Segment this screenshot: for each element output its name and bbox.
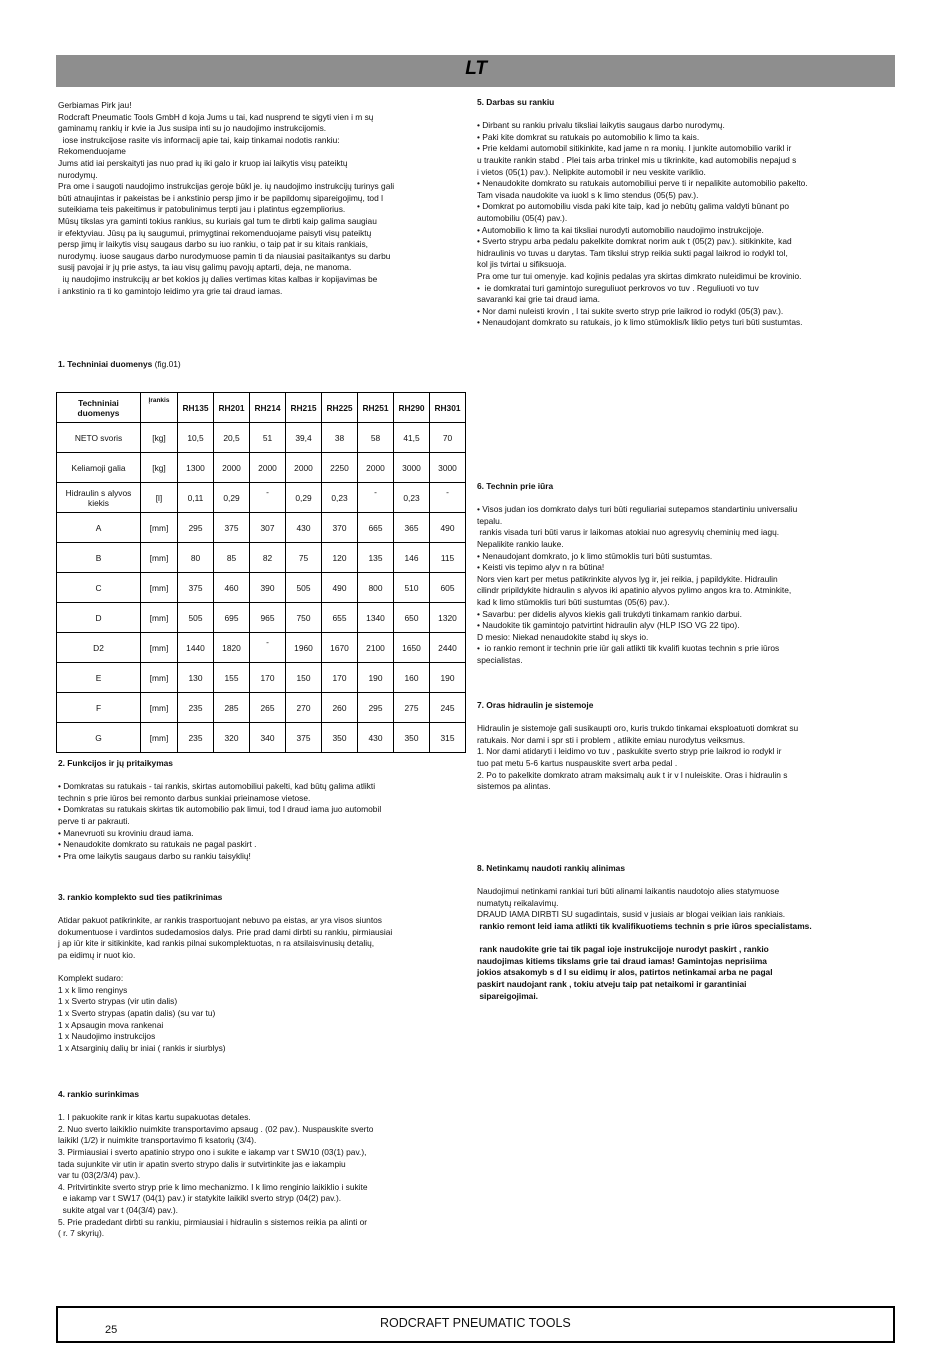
language-header-bar bbox=[56, 55, 895, 87]
section-6-line: Nors vien kart per metus patikrinkite alyvos lyg ir, jei reikia, j papildykite. Hidraulin bbox=[477, 573, 778, 584]
intro-text bbox=[58, 100, 468, 297]
table-cell: 0,23 bbox=[394, 483, 430, 513]
section-5-line: Pra ome tur tui omenyje. kad kojinis pedalas yra skirtas dimkrato nuleidimui be krovinio. bbox=[477, 270, 802, 281]
footer-brand: RODCRAFT PNEUMATIC TOOLS bbox=[380, 1316, 571, 1330]
intro-line: Mūsų tikslas yra gaminti tokius rankius, su kuriais gal tum te dirbti kaip galima saugiau bbox=[58, 215, 377, 226]
header-label-line: duomenys bbox=[77, 407, 120, 418]
table-cell: 490 bbox=[430, 513, 466, 543]
section-5-line: savaranki kai grie tai draud iama. bbox=[477, 294, 600, 305]
table-cell: 295 bbox=[178, 513, 214, 543]
table-cell: 190 bbox=[358, 663, 394, 693]
section-6-line: • Nenaudojant domkrato, jo k limo stūmoklis turi būti sustumtas. bbox=[477, 550, 713, 561]
table-cell: 58 bbox=[358, 423, 394, 453]
section-4-line: 1. I pakuokite rank ir kitas kartu supakuotas detales. bbox=[58, 1112, 251, 1123]
section-6-line: Nepalikite rankio lauke. bbox=[477, 538, 564, 549]
section-8-bold-line: jokios atsakomyb s d l su eidimų ir alos, patirtos netinkamai arba ne pagal bbox=[477, 967, 773, 978]
row-label: NETO svoris bbox=[57, 423, 141, 453]
section-6-line: rankis visada turi būti varus ir laikomas atokiai nuo agresyvių cheminių med iagų. bbox=[477, 527, 780, 538]
section-6-line: • Savarbu: per didelis alyvos kiekis gali trukdyti tinkamam rankio darbui. bbox=[477, 608, 742, 619]
row-label: F bbox=[57, 693, 141, 723]
row-unit: [mm] bbox=[141, 543, 178, 573]
table-row bbox=[57, 603, 466, 633]
table-cell: 120 bbox=[322, 543, 358, 573]
kit-contents-line: 1 x Sverto strypas (apatin dalis) (su var tu) bbox=[58, 1007, 216, 1018]
row-label: D bbox=[57, 603, 141, 633]
kit-contents-line: Komplekt sudaro: bbox=[58, 973, 124, 984]
section-5-line: Tam visada naudokite va iuokl s k limo stendus (05(5) pav.). bbox=[477, 189, 699, 200]
section-7-title: 7. Oras hidraulin je sistemoje bbox=[477, 700, 594, 710]
table-cell: 430 bbox=[286, 513, 322, 543]
section-6-line: specialistas. bbox=[477, 654, 523, 665]
table-cell: 695 bbox=[214, 603, 250, 633]
table-cell: 655 bbox=[322, 603, 358, 633]
section-6-title: 6. Technin prie iūra bbox=[477, 481, 554, 491]
section-4-title: 4. rankio surinkimas bbox=[58, 1089, 139, 1099]
table-cell: 350 bbox=[394, 723, 430, 753]
section-4-line: laikikl (1/2) ir nuimkite transportavimo fi ksatorių (3/4). bbox=[58, 1135, 257, 1146]
header-cell-model: RH201 bbox=[214, 393, 250, 423]
section-5-line: u traukite rankin stabd . Plei tais arba trinkel mis u tikrinkite, kad automobilis nepajud s bbox=[477, 154, 797, 165]
row-label: G bbox=[57, 723, 141, 753]
section-1-fig-ref: (fig.01) bbox=[152, 359, 181, 369]
table-cell: 350 bbox=[322, 723, 358, 753]
section-5-title: 5. Darbas su rankiu bbox=[477, 97, 555, 107]
table-cell: 307 bbox=[250, 513, 286, 543]
table-cell: 70 bbox=[430, 423, 466, 453]
section-5-line: • Domkrat po automobiliu visda paki kite taip, kad jo nebūtų galima valdyti būnant po bbox=[477, 201, 790, 212]
row-unit: [mm] bbox=[141, 573, 178, 603]
table-cell: 510 bbox=[394, 573, 430, 603]
page-footer bbox=[56, 1306, 895, 1343]
table-cell: 270 bbox=[286, 693, 322, 723]
intro-line: Rodcraft Pneumatic Tools GmbH d koja Jums u tai, kad nusprend te sigyti vien i m sų bbox=[58, 111, 374, 122]
header-cell-label bbox=[57, 393, 141, 423]
table-cell: 375 bbox=[286, 723, 322, 753]
section-2 bbox=[58, 758, 468, 862]
row-label: C bbox=[57, 573, 141, 603]
section-2-line: • Pra ome laikytis saugaus darbo su rankiu taisyklių! bbox=[58, 850, 251, 861]
section-6-line: kad k limo stūmoklis turi būti sustumtas (05(6) pav.). bbox=[477, 596, 670, 607]
section-3-line: Atidar pakuot patikrinkite, ar rankis trasportuojant nebuvo pa eistas, ar yra visos siuntos bbox=[58, 915, 382, 926]
row-label: Hidraulin s alyvos kiekis bbox=[57, 483, 141, 513]
row-unit: [mm] bbox=[141, 723, 178, 753]
table-cell: 0,29 bbox=[286, 483, 322, 513]
table-cell: 1320 bbox=[430, 603, 466, 633]
section-8-bold-line: sipareigojimai. bbox=[477, 990, 538, 1001]
section-3 bbox=[58, 892, 468, 1054]
section-1-title: 1. Techniniai duomenys bbox=[58, 359, 153, 369]
table-cell: 460 bbox=[214, 573, 250, 603]
page-number: 25 bbox=[105, 1324, 118, 1336]
table-cell: 160 bbox=[394, 663, 430, 693]
table-cell: 245 bbox=[430, 693, 466, 723]
section-8 bbox=[477, 863, 895, 1002]
section-4-line: tada sujunkite vir utin ir apatin sverto strypo dalis ir sutvirtinkite jas e iakampiu bbox=[58, 1158, 346, 1169]
table-cell: - bbox=[250, 633, 286, 663]
row-unit: [kg] bbox=[141, 423, 178, 453]
section-5-line: automobiliu (05(4) pav.). bbox=[477, 212, 568, 223]
table-cell: 365 bbox=[394, 513, 430, 543]
section-6-line: • Naudokite tik gamintojo patvirtint hidraulin alyv (HLP ISO VG 22 tipo). bbox=[477, 620, 740, 631]
row-unit: [kg] bbox=[141, 453, 178, 483]
section-6-line: • Visos judan ios domkrato dalys turi būti reguliariai sutepamos standartiniu universaliu bbox=[477, 504, 798, 515]
section-4-line: 5. Prie pradedant dirbti su rankiu, pirmiausiai i hidraulin s sistemos reikia pa alinti or bbox=[58, 1216, 368, 1227]
row-unit: [mm] bbox=[141, 633, 178, 663]
table-cell: 665 bbox=[358, 513, 394, 543]
section-5-line: i vietos (05(1) pav.). Nelipkite automobil ir neu veskite variklio. bbox=[477, 166, 706, 177]
table-cell: 375 bbox=[214, 513, 250, 543]
section-5-line: • Prie keldami automobil sitikinkite, kad jame n ra monių. I junkite automobilio varikl ir bbox=[477, 143, 792, 154]
section-1-heading bbox=[58, 359, 468, 371]
table-cell: 82 bbox=[250, 543, 286, 573]
kit-contents-line: 1 x Naudojimo instrukcijos bbox=[58, 1031, 156, 1042]
table-cell: 130 bbox=[178, 663, 214, 693]
table-cell: - bbox=[430, 483, 466, 513]
section-2-line: • Domkratas su ratukais - tai rankis, skirtas automobiliui pakelti, kad būtų galima atlikti bbox=[58, 781, 376, 792]
intro-line: būti atnaujintas ir pakeistas be i ankstinio persp jimo ir be papildomų sipareigojimų, tod l bbox=[58, 192, 383, 203]
section-4-line: ( r. 7 skyrių). bbox=[58, 1228, 105, 1239]
header-cell-unit: Įrankis bbox=[141, 393, 178, 423]
section-4-line: sukite atgal var t (04(3/4) pav.). bbox=[58, 1204, 178, 1215]
row-unit: [mm] bbox=[141, 693, 178, 723]
section-4 bbox=[58, 1089, 468, 1240]
row-unit: [l] bbox=[141, 483, 178, 513]
intro-line: Gerbiamas Pirk jau! bbox=[58, 100, 132, 110]
section-3-line: j ap iūr kite ir sitikinkite, kad rankis pilnai sukomplektuotas, n ra atsilaisvinusių detalių, bbox=[58, 938, 375, 949]
table-cell: 490 bbox=[322, 573, 358, 603]
table-cell: 155 bbox=[214, 663, 250, 693]
table-row bbox=[57, 693, 466, 723]
table-header-row bbox=[57, 393, 466, 423]
section-2-line: technin s prie iūros bei remonto darbus sunkiai prieinamose vietose. bbox=[58, 792, 311, 803]
table-cell: 135 bbox=[358, 543, 394, 573]
row-label: E bbox=[57, 663, 141, 693]
intro-line: susij pavojai ir jų prie astys, ta iau visų galimų pavojų aptarti, deja, ne manoma. bbox=[58, 262, 352, 273]
table-cell: 1300 bbox=[178, 453, 214, 483]
section-5-line: • ie domkratai turi gamintojo sureguliuot perkrovos vo tuv . Reguliuoti vo tuv bbox=[477, 282, 759, 293]
table-cell: 650 bbox=[394, 603, 430, 633]
table-cell: 505 bbox=[178, 603, 214, 633]
table-cell: 375 bbox=[178, 573, 214, 603]
intro-line: ių naudojimo instrukcijų ar bet kokios jų dalies vertimas kitas kalbas ir kopijavimas be bbox=[58, 273, 378, 284]
section-7-line: ratukais. Nor dami i spr sti i problem , atlikite emiau nurodytus veiksmus. bbox=[477, 734, 746, 745]
section-7-line: 1. Nor dami atidaryti i leidimo vo tuv , paskukite sverto stryp prie laikrod io rodykl ir bbox=[477, 746, 782, 757]
section-3-line: dokumentuose i vardintos sudedamosios dalys. Prie prad dami dirbti su rankiu, pirmiausiai bbox=[58, 926, 393, 937]
section-2-line: perve ti ar pakrauti. bbox=[58, 815, 130, 826]
section-6-line: D mesio: Niekad nenaudokite stabd ių skys io. bbox=[477, 631, 649, 642]
header-cell-model: RH225 bbox=[322, 393, 358, 423]
language-code: LT bbox=[465, 58, 487, 79]
table-cell: 2000 bbox=[358, 453, 394, 483]
table-cell: 146 bbox=[394, 543, 430, 573]
table-row bbox=[57, 513, 466, 543]
table-row bbox=[57, 483, 466, 513]
table-cell: 370 bbox=[322, 513, 358, 543]
header-cell-model: RH301 bbox=[430, 393, 466, 423]
technical-data-table bbox=[56, 392, 466, 753]
table-cell: 430 bbox=[358, 723, 394, 753]
row-label: Keliamoji galia bbox=[57, 453, 141, 483]
table-cell: - bbox=[250, 483, 286, 513]
table-cell: 1440 bbox=[178, 633, 214, 663]
table-cell: 150 bbox=[286, 663, 322, 693]
table-cell: 605 bbox=[430, 573, 466, 603]
table-cell: 2440 bbox=[430, 633, 466, 663]
table-cell: 170 bbox=[250, 663, 286, 693]
table-cell: 340 bbox=[250, 723, 286, 753]
table-row bbox=[57, 543, 466, 573]
intro-line: Jums atid iai perskaityti jas nuo prad ių iki galo ir kruop iai laikytis visų pateiktų bbox=[58, 157, 348, 168]
table-cell: 750 bbox=[286, 603, 322, 633]
header-label-line: Techniniai bbox=[78, 397, 119, 408]
kit-contents-line: 1 x Atsarginių dalių br iniai ( rankis ir siurblys) bbox=[58, 1042, 226, 1053]
table-cell: 1820 bbox=[214, 633, 250, 663]
section-8-line: numatytų reikalavimų. bbox=[477, 897, 559, 908]
table-cell: 295 bbox=[358, 693, 394, 723]
table-cell: 2000 bbox=[214, 453, 250, 483]
section-7-line: sistemos pa alintas. bbox=[477, 781, 551, 792]
section-6-line: cilindr pripildykite hidraulin s alyvos iki apatinio alyvos pylimo angos kra to. Atminkite, bbox=[477, 585, 792, 596]
section-2-line: • Domkratas su ratukais skirtas tik automobilio pak limui, tod l draud iama juo automobil bbox=[58, 804, 382, 815]
section-5 bbox=[477, 97, 895, 329]
row-unit: [mm] bbox=[141, 603, 178, 633]
section-5-line: • Nenaudokite domkrato su ratukais automobiliui perve ti ir nepalikite automobilio pakelto. bbox=[477, 178, 808, 189]
section-3-line: pa eidimų ir nuot kio. bbox=[58, 949, 136, 960]
intro-line: suteikiama teis pakeitimus ir patobulinimus terpti jau i platintus egzempliorius. bbox=[58, 204, 346, 215]
table-cell: 1650 bbox=[394, 633, 430, 663]
section-5-line: • Nenaudojant domkrato su ratukais, jo k limo stūmoklis/k liklio petys turi būti sustumtas. bbox=[477, 317, 803, 328]
intro-line: Pra ome i saugoti naudojimo instrukcijas geroje būkl je. ių naudojimo instrukcijų turinys gali bbox=[58, 181, 395, 192]
table-cell: 1960 bbox=[286, 633, 322, 663]
table-cell: 800 bbox=[358, 573, 394, 603]
table-cell: 3000 bbox=[430, 453, 466, 483]
section-7 bbox=[477, 700, 895, 793]
section-2-line: • Nenaudokite domkrato su ratukais ne pagal paskirt . bbox=[58, 839, 257, 850]
table-cell: 285 bbox=[214, 693, 250, 723]
section-8-bold-line: paskirt naudojant rank , tokiu atveju taip pat netaikomi ir garantiniai bbox=[477, 978, 747, 989]
table-cell: 75 bbox=[286, 543, 322, 573]
section-4-line: e iakamp var t SW17 (04(1) pav.) ir statykite laikikl sverto stryp (04(2) pav.). bbox=[58, 1193, 342, 1204]
section-7-line: tuo pat metu 5-6 kartus nuspauskite svert arba pedal . bbox=[477, 757, 678, 768]
table-row bbox=[57, 423, 466, 453]
kit-contents-line: 1 x k limo renginys bbox=[58, 984, 128, 995]
header-cell-model: RH251 bbox=[358, 393, 394, 423]
table-cell: 1340 bbox=[358, 603, 394, 633]
intro-line: i ankstinio ra ti ko gamintojo leidimo yra grie tai draud iamas. bbox=[58, 285, 283, 296]
table-cell: 965 bbox=[250, 603, 286, 633]
section-4-line: var tu (03(2/3/4) pav.). bbox=[58, 1170, 141, 1181]
intro-line: iose instrukcijose rasite vis informacij apie tai, kaip tinkamai nodotis rankiu: bbox=[58, 134, 340, 145]
table-cell: 38 bbox=[322, 423, 358, 453]
section-6 bbox=[477, 481, 895, 667]
intro-line: persp jimų ir laikytis visų saugaus darbo su iuo rankiu, o taip pat ir su kitais rankiais, bbox=[58, 239, 369, 250]
section-2-line: • Manevruoti su kroviniu draud iama. bbox=[58, 827, 194, 838]
header-cell-model: RH215 bbox=[286, 393, 322, 423]
table-row bbox=[57, 723, 466, 753]
table-cell: 51 bbox=[250, 423, 286, 453]
section-8-line: Naudojimui netinkami rankiai turi būti alinami laikantis naudotojo alies statymuose bbox=[477, 886, 780, 897]
section-2-title: 2. Funkcijos ir jų pritaikymas bbox=[58, 758, 173, 768]
table-cell: 2100 bbox=[358, 633, 394, 663]
section-5-line: • Automobilio k limo ta kai tiksliai nurodyti automobilio naudojimo instrukcijoje. bbox=[477, 224, 764, 235]
table-cell: 235 bbox=[178, 693, 214, 723]
table-cell: 10,5 bbox=[178, 423, 214, 453]
section-4-line: 3. Pirmiausiai i sverto apatinio strypo ono i sukite e iakamp var t SW10 (03(1) pav.), bbox=[58, 1146, 367, 1157]
table-cell: 315 bbox=[430, 723, 466, 753]
table-cell: 170 bbox=[322, 663, 358, 693]
header-cell-model: RH290 bbox=[394, 393, 430, 423]
row-unit: [mm] bbox=[141, 663, 178, 693]
table-cell: 190 bbox=[430, 663, 466, 693]
intro-line: gaminamų rankių ir kvie ia Jus susipa inti su jo naudojimo instrukcijomis. bbox=[58, 123, 327, 134]
section-6-line: • io rankio remont ir technin prie iūr gali atlikti tik kvalifi kuotas technin s prie iūros bbox=[477, 643, 780, 654]
intro-line: nurodymų. bbox=[58, 169, 98, 180]
table-cell: 115 bbox=[430, 543, 466, 573]
table-cell: 80 bbox=[178, 543, 214, 573]
table-cell: 320 bbox=[214, 723, 250, 753]
section-4-line: 2. Nuo sverto laikiklio nuimkite transportavimo apsaug . (02 pav.). Nuspauskite sverto bbox=[58, 1123, 374, 1134]
table-cell: 39,4 bbox=[286, 423, 322, 453]
section-8-bold-warning: rankio remont leid iama atlikti tik kvalifikuotiems technin s prie iūros specialistams. bbox=[477, 920, 812, 931]
table-cell: 0,29 bbox=[214, 483, 250, 513]
section-3-title: 3. rankio komplekto sud ties patikrinimas bbox=[58, 892, 223, 902]
row-label: D2 bbox=[57, 633, 141, 663]
table-cell: 41,5 bbox=[394, 423, 430, 453]
section-5-line: kol jis tvirtai u sifiksuoja. bbox=[477, 259, 567, 270]
section-5-line: • Paki kite domkrat su ratukais po automobilio k limo ta kais. bbox=[477, 131, 700, 142]
kit-contents-line: 1 x Apsaugin mova rankenai bbox=[58, 1019, 164, 1030]
table-cell: 20,5 bbox=[214, 423, 250, 453]
section-8-bold-line: naudojimas kitiems tikslams grie tai draud iamas! Gamintojas neprisiima bbox=[477, 955, 767, 966]
row-label: B bbox=[57, 543, 141, 573]
table-cell: 260 bbox=[322, 693, 358, 723]
section-4-line: 4. Pritvirtinkite sverto stryp prie k limo mechanizmo. I k limo renginio laikiklio i sukite bbox=[58, 1181, 368, 1192]
table-cell: - bbox=[358, 483, 394, 513]
section-6-line: • Keisti vis tepimo alyv n ra būtina! bbox=[477, 562, 605, 573]
table-cell: 2000 bbox=[250, 453, 286, 483]
table-cell: 390 bbox=[250, 573, 286, 603]
section-7-line: Hidraulin je sistemoje gali susikaupti oro, kuris trukdo tinkamai eksploatuoti domkrat su bbox=[477, 723, 799, 734]
section-5-line: hidraulinis vo tuvas u darytas. Tam tikslui stryp reikia sukti pagal laikrod io rodykl tol, bbox=[477, 247, 788, 258]
table-cell: 2250 bbox=[322, 453, 358, 483]
table-row bbox=[57, 633, 466, 663]
row-label: A bbox=[57, 513, 141, 543]
section-6-line: tepalu. bbox=[477, 515, 503, 526]
header-cell-model: RH214 bbox=[250, 393, 286, 423]
table-cell: 3000 bbox=[394, 453, 430, 483]
table-cell: 0,23 bbox=[322, 483, 358, 513]
header-cell-model: RH135 bbox=[178, 393, 214, 423]
table-row bbox=[57, 573, 466, 603]
table-cell: 265 bbox=[250, 693, 286, 723]
kit-contents-line: 1 x Sverto strypas (vir utin dalis) bbox=[58, 996, 178, 1007]
table-cell: 0,11 bbox=[178, 483, 214, 513]
table-row bbox=[57, 453, 466, 483]
table-cell: 85 bbox=[214, 543, 250, 573]
intro-line: ir efektyviau. Jūsų pa ių saugumui, primygtinai rekomenduojame paisyti visų pateiktų bbox=[58, 227, 372, 238]
intro-line: Rekomenduojame bbox=[58, 146, 126, 157]
section-8-line: DRAUD IAMA DIRBTI SU sugadintais, susid v jusiais ar blogai veikian iais rankiais. bbox=[477, 909, 786, 920]
table-cell: 1670 bbox=[322, 633, 358, 663]
row-unit: [mm] bbox=[141, 513, 178, 543]
table-cell: 2000 bbox=[286, 453, 322, 483]
table-cell: 275 bbox=[394, 693, 430, 723]
table-cell: 235 bbox=[178, 723, 214, 753]
section-7-line: 2. Po to pakelkite domkrato atram maksimalų auk t ir v l nuleiskite. Oras i hidraulin s bbox=[477, 769, 788, 780]
table-cell: 505 bbox=[286, 573, 322, 603]
table-row bbox=[57, 663, 466, 693]
section-5-line: • Nor dami nuleisti krovin , l tai sukite sverto stryp prie laikrod io rodykl (05(3) pav.). bbox=[477, 305, 784, 316]
section-8-bold-line: rank naudokite grie tai tik pagal ioje instrukcijoje nurodyt paskirt , rankio bbox=[477, 944, 769, 955]
intro-line: nurodymų. iuose saugaus darbo nurodymuose pamin ti da niausiai pasitaikantys su darbu bbox=[58, 250, 391, 261]
section-5-line: • Dirbant su rankiu privalu tiksliai laikytis saugaus darbo nurodymų. bbox=[477, 120, 725, 131]
section-5-line: • Sverto strypu arba pedalu pakelkite domkrat norim auk t (05(2) pav.). sitikinkite, kad bbox=[477, 236, 792, 247]
section-8-title: 8. Netinkamų naudoti rankių alinimas bbox=[477, 863, 625, 873]
